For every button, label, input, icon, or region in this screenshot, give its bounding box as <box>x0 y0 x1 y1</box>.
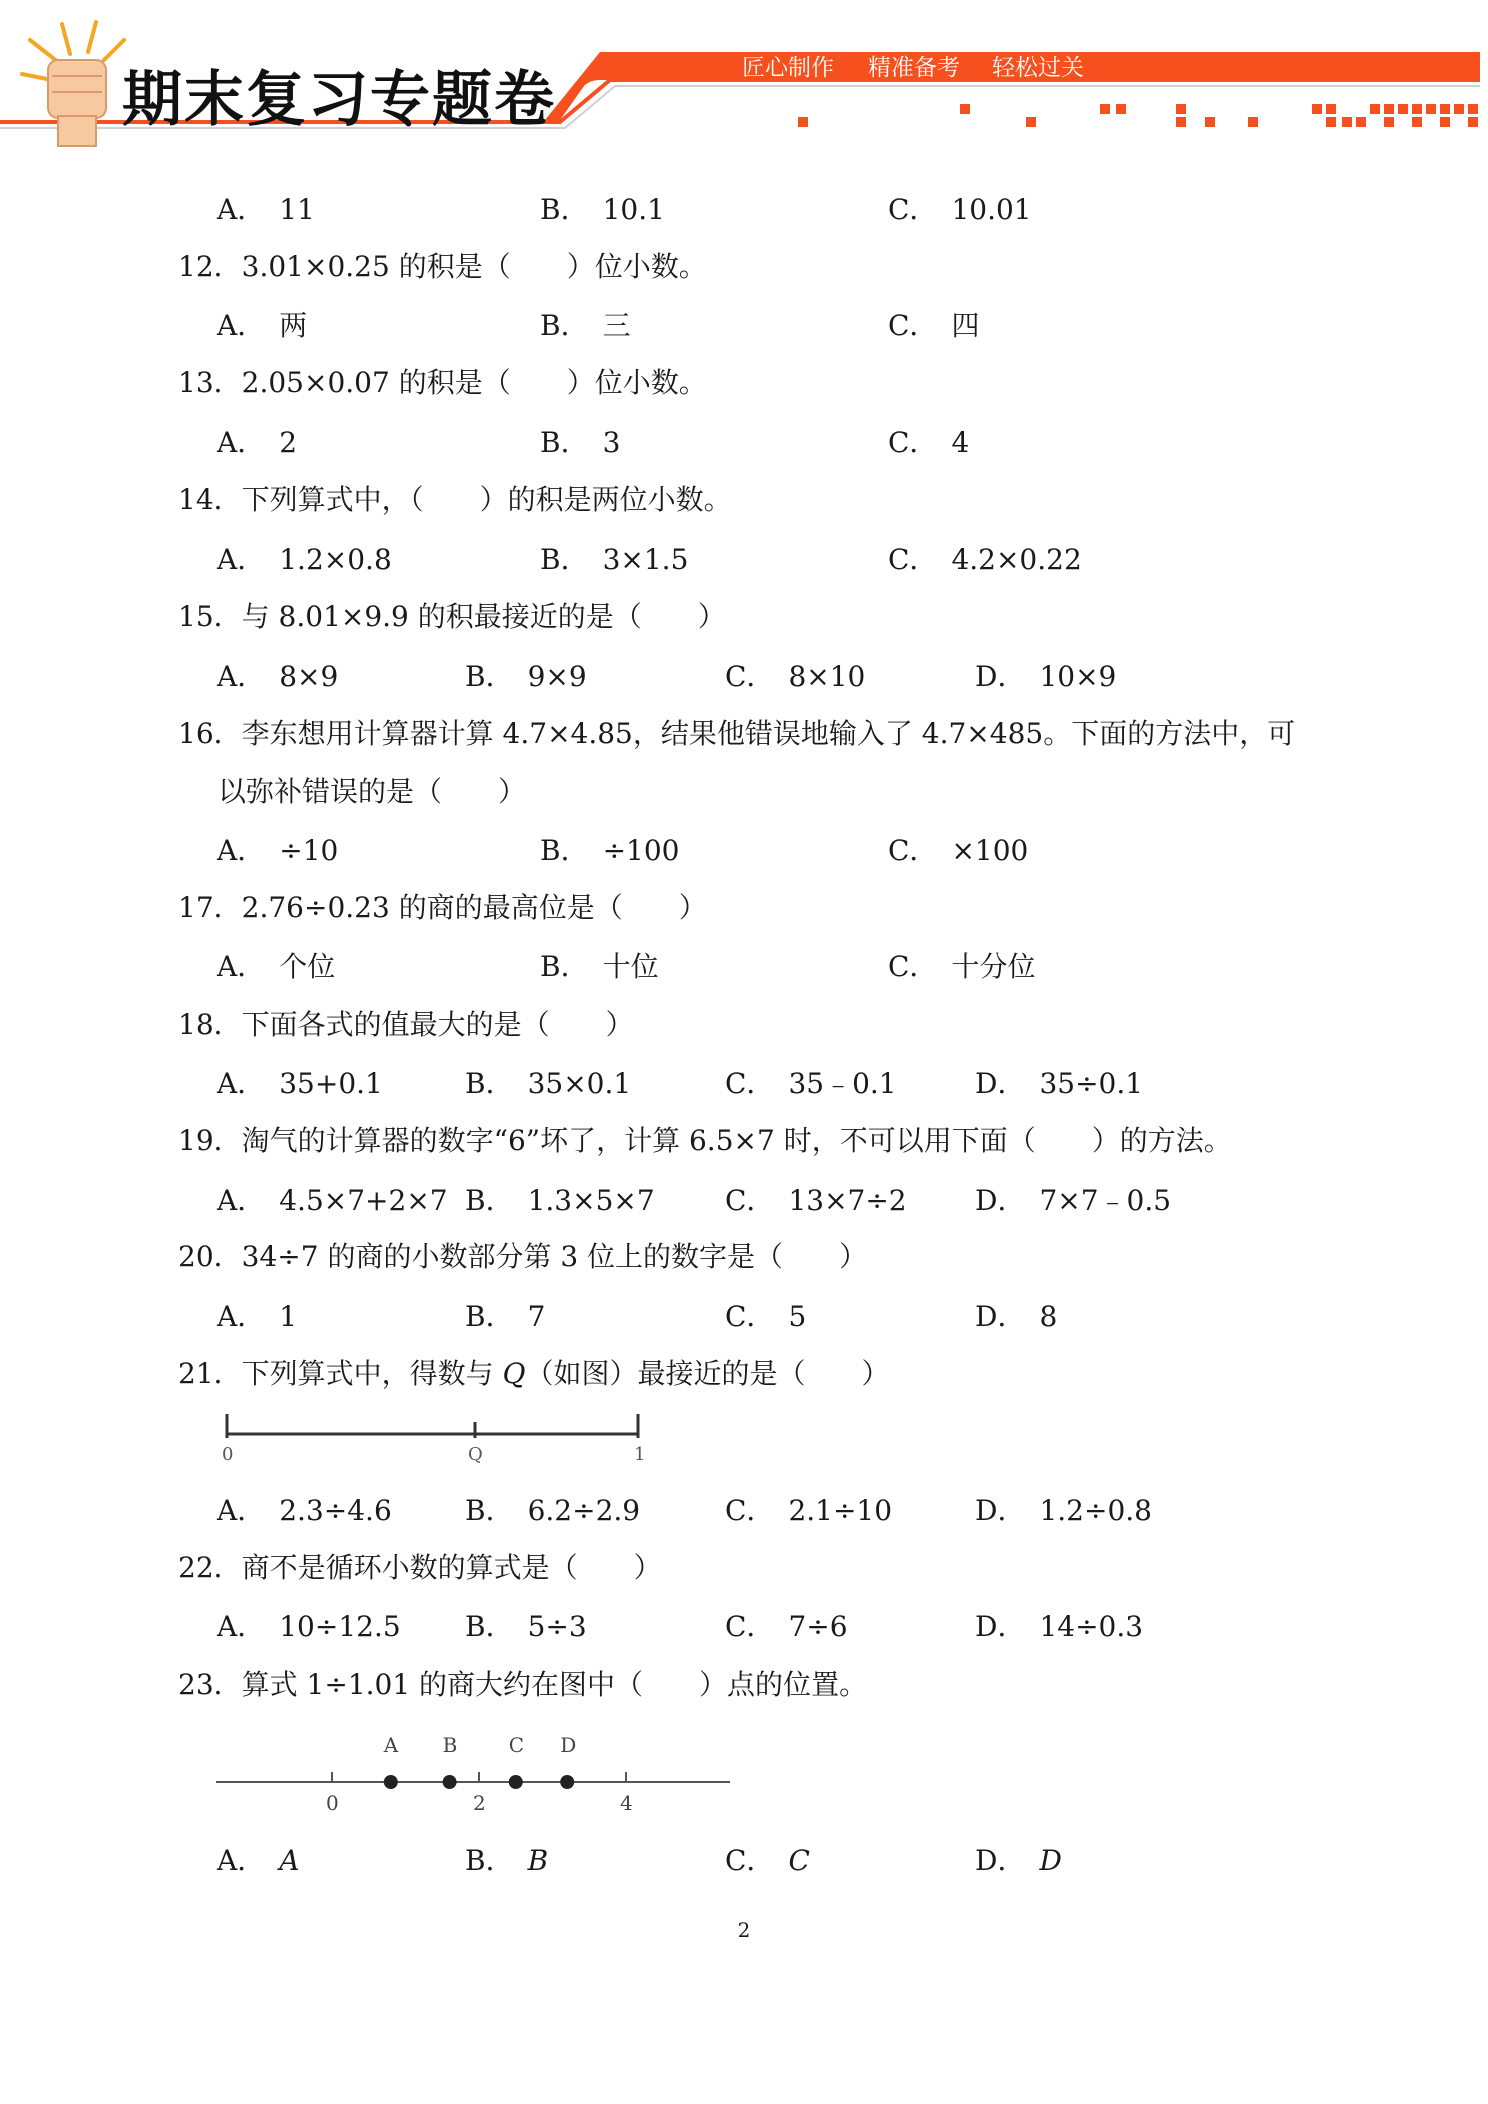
header-title: 期末复习专题卷 <box>122 65 556 135</box>
option-15-d: D． 10×9 <box>975 660 1117 693</box>
slogan-3: 轻松过关 <box>992 55 1084 81</box>
question-20: 20．34÷7 的商的小数部分第 3 位上的数字是（ ） <box>178 1240 868 1273</box>
option-14-b: B． 3×1.5 <box>540 543 689 576</box>
option-16-c: C． ×100 <box>888 834 1029 867</box>
option-20-c: C． 5 <box>725 1300 807 1333</box>
question-17: 17．2.76÷0.23 的商的最高位是（ ） <box>178 891 707 924</box>
option-20-a: A． 1 <box>217 1300 298 1333</box>
option-14-a: A． 1.2×0.8 <box>217 543 392 576</box>
tick-label-1: 1 <box>634 1444 646 1465</box>
option-19-d: D． 7×7﹣0.5 <box>975 1184 1172 1217</box>
point-label-d: D <box>560 1733 577 1757</box>
option-22-c: C． 7÷6 <box>725 1610 848 1643</box>
option-14-c: C． 4.2×0.22 <box>888 543 1082 576</box>
tick-label-0: 0 <box>326 1791 339 1815</box>
option-15-c: C． 8×10 <box>725 660 866 693</box>
slogan-2: 精准备考 <box>868 55 960 81</box>
point-label-a: A <box>383 1733 399 1757</box>
page-header <box>0 0 1488 150</box>
option-18-b: B． 35×0.1 <box>465 1067 632 1100</box>
question-18: 18．下面各式的值最大的是（ ） <box>178 1008 634 1041</box>
option-23-b: B． B <box>465 1844 549 1877</box>
option-16-a: A． ÷10 <box>217 834 339 867</box>
question-14: 14．下列算式中，（ ）的积是两位小数。 <box>178 483 732 516</box>
option-22-b: B． 5÷3 <box>465 1610 587 1643</box>
option-11-c: C． 10.01 <box>888 193 1032 226</box>
option-17-b: B． 十位 <box>540 950 659 983</box>
option-13-b: B． 3 <box>540 426 621 459</box>
question-12: 12．3.01×0.25 的积是（ ）位小数。 <box>178 250 707 283</box>
option-13-c: C． 4 <box>888 426 970 459</box>
option-21-d: D． 1.2÷0.8 <box>975 1494 1152 1527</box>
option-15-a: A． 8×9 <box>217 660 339 693</box>
question-15: 15．与 8.01×9.9 的积最接近的是（ ） <box>178 600 726 633</box>
option-23-c: C． C <box>725 1844 810 1877</box>
option-12-c: C． 四 <box>888 309 980 342</box>
number-line-q23 <box>210 1728 740 1818</box>
question-13: 13．2.05×0.07 的积是（ ）位小数。 <box>178 366 707 399</box>
point-label-b: B <box>442 1733 458 1757</box>
option-11-a: A． 11 <box>217 193 315 226</box>
question-19: 19．淘气的计算器的数字“6”坏了，计算 6.5×7 时，不可以用下面（ ）的方法。 <box>178 1124 1232 1157</box>
page-number: 2 <box>737 1918 751 1942</box>
option-15-b: B． 9×9 <box>465 660 587 693</box>
option-12-a: A． 两 <box>217 309 308 342</box>
option-11-b: B． 10.1 <box>540 193 665 226</box>
number-line-q21 <box>210 1408 660 1470</box>
option-17-c: C． 十分位 <box>888 950 1036 983</box>
tick-label-q: Q <box>468 1444 483 1465</box>
option-23-d: D． D <box>975 1844 1062 1877</box>
option-23-a: A． A <box>217 1844 300 1877</box>
option-13-a: A． 2 <box>217 426 298 459</box>
option-18-c: C． 35﹣0.1 <box>725 1067 897 1100</box>
option-22-d: D． 14÷0.3 <box>975 1610 1144 1643</box>
option-22-a: A． 10÷12.5 <box>217 1610 401 1643</box>
option-19-c: C． 13×7÷2 <box>725 1184 907 1217</box>
option-16-b: B． ÷100 <box>540 834 680 867</box>
option-21-b: B． 6.2÷2.9 <box>465 1494 641 1527</box>
tick-label-0: 0 <box>222 1444 234 1465</box>
point-b <box>443 1775 457 1789</box>
tick-label-2: 2 <box>473 1791 486 1815</box>
question-21: 21．下列算式中，得数与 Q（如图）最接近的是（ ） <box>178 1357 890 1390</box>
point-c <box>509 1775 523 1789</box>
option-21-a: A． 2.3÷4.6 <box>217 1494 392 1527</box>
slogan-1: 匠心制作 <box>742 55 834 81</box>
option-20-d: D． 8 <box>975 1300 1058 1333</box>
option-12-b: B． 三 <box>540 309 631 342</box>
option-18-d: D． 35÷0.1 <box>975 1067 1144 1100</box>
question-23: 23．算式 1÷1.01 的商大约在图中（ ）点的位置。 <box>178 1668 868 1701</box>
point-d <box>560 1775 574 1789</box>
tick-label-4: 4 <box>620 1791 633 1815</box>
question-16: 16．李东想用计算器计算 4.7×4.85，结果他错误地输入了 4.7×485。下面的方法中，可 <box>178 717 1296 750</box>
question-22: 22．商不是循环小数的算式是（ ） <box>178 1551 662 1584</box>
option-21-c: C． 2.1÷10 <box>725 1494 893 1527</box>
decorative-dots <box>798 104 1478 127</box>
point-a <box>384 1775 398 1789</box>
option-19-a: A． 4.5×7+2×7 <box>217 1184 448 1217</box>
question-16-line2: 以弥补错误的是（ ） <box>218 775 527 808</box>
option-18-a: A． 35+0.1 <box>217 1067 383 1100</box>
option-20-b: B． 7 <box>465 1300 546 1333</box>
option-17-a: A． 个位 <box>217 950 336 983</box>
point-label-c: C <box>508 1733 525 1757</box>
option-19-b: B． 1.3×5×7 <box>465 1184 655 1217</box>
